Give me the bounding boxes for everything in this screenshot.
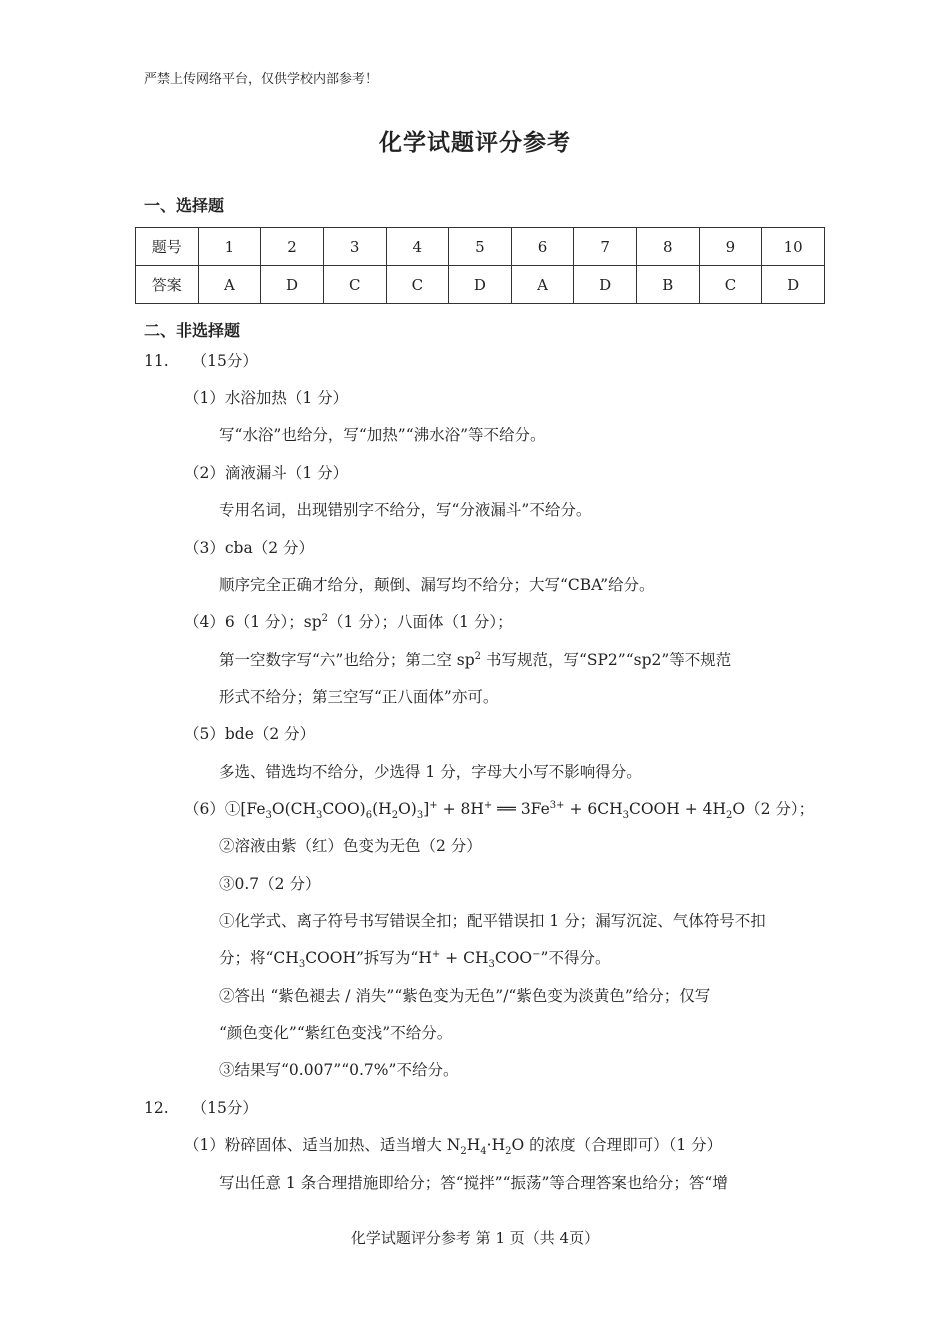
table-cell: 5 (449, 228, 512, 266)
table-row-answers (136, 266, 825, 304)
text-run: ”不得分。 (540, 949, 611, 967)
table-cell: D (449, 266, 512, 304)
scoring-note: ②答出 “紫色褪去 / 消失”“紫色变为无色”/“紫色变为淡黄色”给分；仅写 (219, 987, 711, 1005)
subscript: 2 (460, 1146, 467, 1158)
text-run: COOH”拆写为“H (305, 949, 432, 967)
superscript: + (429, 799, 438, 811)
chemical-equation-line (184, 797, 815, 822)
subscript: 2 (505, 1146, 512, 1158)
text-run: COO (494, 949, 533, 967)
table-cell: D (574, 266, 637, 304)
scoring-note: “颜色变化”“紫红色变浅”不给分。 (219, 1024, 453, 1042)
answer-line (184, 1133, 723, 1158)
text-run: ·H (486, 1136, 506, 1154)
scoring-note: ①化学式、离子符号书写错误全扣；配平错误扣 1 分；漏写沉淀、气体符号不扣 (219, 912, 766, 930)
subscript: 3 (622, 810, 629, 822)
table-header-cell: 题号 (136, 228, 199, 266)
table-cell: 9 (699, 228, 762, 266)
answer-line: （1）水浴加热（1 分） (184, 389, 349, 407)
table-cell: D (762, 266, 825, 304)
answer-line: （5）bde（2 分） (184, 725, 316, 743)
text-run: 分；将“CH (219, 949, 299, 967)
answer-line: ③0.7（2 分） (219, 875, 321, 893)
superscript: 2 (321, 612, 329, 624)
section-heading-nonchoice: 二、非选择题 (144, 321, 241, 340)
table-cell: A (198, 266, 261, 304)
table-header-cell: 答案 (136, 266, 199, 304)
superscript: 3+ (549, 799, 565, 811)
table-cell: 8 (637, 228, 700, 266)
subscript: 4 (480, 1146, 487, 1158)
scoring-note: 写“水浴”也给分，写“加热”“沸水浴”等不给分。 (219, 426, 546, 444)
question-score: （15分） (191, 352, 258, 370)
page-title: 化学试题评分参考 (379, 129, 571, 156)
scoring-note: 形式不给分；第三空写“正八面体”亦可。 (219, 688, 499, 706)
table-cell: 3 (323, 228, 386, 266)
page-footer: 化学试题评分参考 第 1 页（共 4页） (350, 1229, 600, 1247)
section-heading-choice: 一、选择题 (144, 196, 225, 215)
scoring-note: 写出任意 1 条合理措施即给分；答“搅拌”“振荡”等合理答案也给分；答“增 (219, 1174, 728, 1192)
question-12-header (144, 1096, 258, 1118)
answer-line: ②溶液由紫（红）色变为无色（2 分） (219, 837, 482, 855)
answer-line (184, 610, 513, 632)
table-cell: C (699, 266, 762, 304)
text-run: （1）粉碎固体、适当加热、适当增大 N (184, 1136, 461, 1154)
question-number: 12. (144, 1099, 169, 1117)
superscript: 2 (474, 650, 482, 662)
table-cell: B (637, 266, 700, 304)
text-run: O(CH (271, 800, 317, 818)
text-run: ] (423, 800, 430, 818)
text-run: + CH (440, 949, 489, 967)
text-run: （1 分）；八面体（1 分）； (328, 613, 513, 631)
table-cell: 10 (762, 228, 825, 266)
subscript: 3 (298, 959, 306, 971)
table-cell: 2 (261, 228, 324, 266)
text-run: 书写规范，写“SP2”“sp2”等不规范 (481, 651, 732, 669)
table-cell: A (511, 266, 574, 304)
scoring-note (219, 946, 611, 971)
answer-line: （2）滴液漏斗（1 分） (184, 464, 349, 482)
superscript: + (431, 948, 441, 960)
subscript: 3 (416, 810, 424, 822)
subscript: 2 (726, 810, 733, 822)
table-cell: D (261, 266, 324, 304)
equals-arrow: ══ (492, 800, 521, 818)
text-run: O（2 分）； (732, 800, 815, 818)
part-label: （6） (184, 800, 225, 818)
question-11-header (144, 349, 258, 371)
subscript: 2 (391, 810, 399, 822)
scoring-note: 顺序完全正确才给分，颠倒、漏写均不给分；大写“CBA”给分。 (219, 576, 655, 594)
text-run: ①[Fe (224, 800, 266, 818)
scoring-note: 专用名词，出现错别字不给分，写“分液漏斗”不给分。 (219, 501, 592, 519)
text-run: 3Fe (520, 800, 550, 818)
table-cell: 4 (386, 228, 449, 266)
text-run: H (466, 1136, 481, 1154)
subscript: 3 (316, 810, 323, 822)
subscript: 3 (488, 959, 495, 971)
superscript: + (483, 799, 493, 811)
text-run: 第一空数字写“六”也给分；第二空 sp (219, 651, 475, 669)
subscript: 3 (265, 810, 272, 822)
question-number: 11. (144, 352, 169, 370)
text-run: O) (398, 800, 417, 818)
text-run: COO) (322, 800, 366, 818)
superscript: − (532, 948, 541, 960)
table-cell: C (386, 266, 449, 304)
table-cell: C (323, 266, 386, 304)
text-run: (H (372, 800, 392, 818)
notice-text: 严禁上传网络平台，仅供学校内部参考！ (144, 72, 379, 87)
table-cell: 7 (574, 228, 637, 266)
table-cell: 1 (198, 228, 261, 266)
scoring-note: ③结果写“0.007”“0.7%”不给分。 (219, 1061, 459, 1079)
table-row-questions (136, 228, 825, 266)
table-cell: 6 (511, 228, 574, 266)
text-run: COOH + 4H (628, 800, 726, 818)
scoring-note: 多选、错选均不给分，少选得 1 分，字母大小写不影响得分。 (219, 763, 642, 781)
text-run: + 8H (437, 800, 484, 818)
text-run: O 的浓度（合理即可）（1 分） (511, 1136, 723, 1154)
subscript: 6 (365, 810, 373, 822)
answer-line: （3）cba（2 分） (184, 539, 314, 557)
answer-table (135, 227, 825, 304)
question-score: （15分） (191, 1099, 258, 1117)
text-run: + 6CH (564, 800, 623, 818)
text-run: （4）6（1 分）；sp (184, 613, 322, 631)
scoring-note (219, 648, 731, 670)
